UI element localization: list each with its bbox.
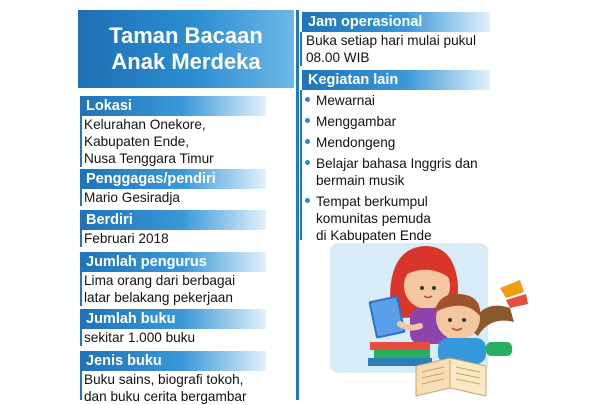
pengurus-line-1: Lima orang dari berbagai [84, 273, 236, 288]
section-rule [300, 90, 302, 240]
activity-text: Menggambar [316, 114, 397, 129]
section-rule [80, 371, 82, 400]
section-header-berdiri: Berdiri [80, 210, 266, 230]
bullet-icon [305, 198, 310, 203]
section-rule [80, 329, 82, 346]
title-line-2: Anak Merdeka [111, 49, 261, 74]
section-header-penggagas: Penggagas/pendiri [80, 169, 266, 189]
activity-text: Mewarnai [316, 93, 375, 108]
lokasi-line-1: Kelurahan Onekore, [84, 117, 206, 132]
buku-line-1: sekitar 1.000 buku [84, 330, 196, 345]
activity-text: di Kabupaten Ende [316, 228, 432, 243]
section-rule [80, 189, 82, 206]
open-book-icon [416, 358, 486, 396]
activity-text: komunitas pemuda [316, 211, 431, 226]
jam-line-1: Buka setiap hari mulai pukul [306, 33, 477, 48]
activity-text: Mendongeng [316, 135, 396, 150]
activity-text: Tempat berkumpul [316, 194, 428, 209]
penggagas-line-1: Mario Gesiradja [84, 190, 180, 205]
pengurus-line-2: latar belakang pekerjaan [84, 290, 233, 305]
activity-text: bermain musik [316, 173, 405, 188]
section-header-kegiatan: Kegiatan lain [302, 70, 490, 90]
bullet-icon [305, 160, 310, 165]
section-rule [80, 116, 82, 167]
activity-text: Belajar bahasa Inggris dan [316, 156, 478, 171]
berdiri-line-1: Februari 2018 [84, 231, 169, 246]
section-rule [300, 32, 302, 66]
bullet-icon [305, 118, 310, 123]
section-header-jumlah-buku: Jumlah buku [80, 309, 266, 329]
bullet-icon [305, 97, 310, 102]
jenis-line-1: Buku sains, biografi tokoh, [84, 372, 244, 387]
title-line-1: Taman Bacaan [109, 23, 263, 48]
section-header-pengurus: Jumlah pengurus [80, 252, 266, 272]
children-reading-illustration [330, 238, 530, 398]
column-divider [296, 10, 299, 400]
section-header-lokasi: Lokasi [80, 96, 266, 116]
lokasi-line-2: Kabupaten Ende, [84, 134, 190, 149]
lokasi-line-3: Nusa Tenggara Timur [84, 151, 214, 166]
title-banner [78, 10, 294, 88]
section-header-jenis-buku: Jenis buku [80, 351, 266, 371]
jam-line-2: 08.00 WIB [306, 50, 370, 65]
bullet-icon [305, 139, 310, 144]
section-rule [80, 272, 82, 306]
book-stack-icon [368, 342, 432, 366]
section-header-jam: Jam operasional [302, 12, 490, 32]
jenis-line-2: dan buku cerita bergambar [84, 389, 247, 404]
section-rule [80, 230, 82, 247]
